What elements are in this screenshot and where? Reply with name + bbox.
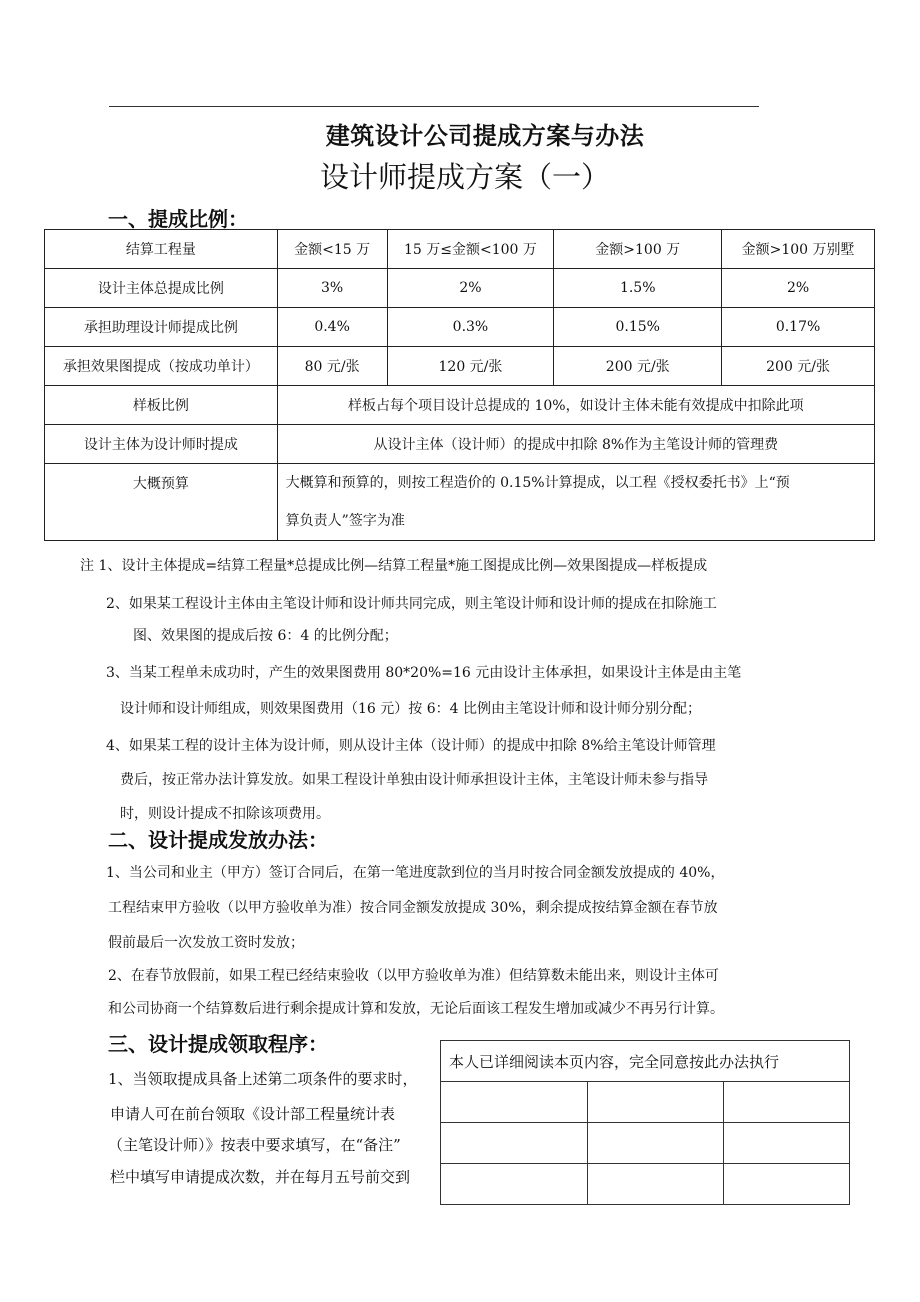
paragraph-line: 假前最后一次发放工资时发放； (108, 935, 304, 951)
signature-field[interactable] (587, 1164, 724, 1205)
table-header-cell: 15 万≤金额<100 万 (387, 230, 554, 269)
document-title: 建筑设计公司提成方案与办法 (325, 122, 645, 150)
table-header-row (45, 230, 875, 269)
table-header-cell: 金额<15 万 (277, 230, 387, 269)
note-line: 3、当某工程单未成功时，产生的效果图费用 80*20%=16 元由设计主体承担，如果设计主体是由主笔 (106, 665, 742, 681)
table-cell: 200 元/张 (554, 347, 722, 386)
row-label: 设计主体为设计师时提成 (45, 425, 278, 464)
paragraph-line: 和公司协商一个结算数后进行剩余提成计算和发放，无论后面该工程发生增加或减少不再另行计算。 (108, 1001, 724, 1017)
row-label: 样板比例 (45, 386, 278, 425)
note-line: 设计师和设计师组成，则效果图费用（16 元）按 6：4 比例由主笔设计师和设计师分别分配； (120, 701, 701, 717)
merged-cell-line: 大概算和预算的，则按工程造价的 0.15%计算提成，以工程《授权委托书》上“预 (285, 475, 790, 491)
table-cell: 2% (722, 269, 875, 308)
paragraph-line: （主笔设计师）》按表中要求填写，在“备注” (108, 1136, 401, 1154)
row-label: 承担效果图提成（按成功单计） (45, 347, 278, 386)
table-cell: 3% (277, 269, 387, 308)
signature-field[interactable] (724, 1082, 850, 1123)
table-row (45, 308, 875, 347)
table-row-sample-ratio (45, 386, 875, 425)
section3-heading: 三、设计提成领取程序： (108, 1032, 328, 1056)
merged-cell: 样板占每个项目设计总提成的 10%，如设计主体未能有效提成中扣除此项 (277, 386, 874, 425)
table-row (45, 269, 875, 308)
table-cell: 0.3% (387, 308, 554, 347)
signature-field[interactable] (441, 1082, 588, 1123)
note-line: 注 1、设计主体提成=结算工程量*总提成比例—结算工程量*施工图提成比例—效果图提成—样板提成 (80, 558, 708, 574)
table-row-designer-commission (45, 425, 875, 464)
note-line: 图、效果图的提成后按 6：4 的比例分配； (133, 628, 398, 644)
table-cell: 200 元/张 (722, 347, 875, 386)
note-line: 4、如果某工程的设计主体为设计师，则从设计主体（设计师）的提成中扣除 8%给主笔设计师管理 (106, 738, 716, 754)
row-label: 大概预算 (45, 464, 278, 541)
signature-field[interactable] (724, 1123, 850, 1164)
paragraph-line: 2、在春节放假前，如果工程已经结束验收（以甲方验收单为准）但结算数未能出来，则设计主体可 (108, 968, 719, 984)
header-rule (109, 106, 759, 107)
table-cell: 0.4% (277, 308, 387, 347)
merged-cell-line: 算负责人”签字为准 (285, 513, 405, 529)
signature-box (440, 1040, 850, 1205)
note-line: 时，则设计提成不扣除该项费用。 (120, 806, 330, 822)
table-header-cell: 金额>100 万 (554, 230, 722, 269)
paragraph-line: 栏中填写申请提成次数，并在每月五号前交到 (110, 1168, 411, 1186)
row-label: 设计主体总提成比例 (45, 269, 278, 308)
table-cell: 0.17% (722, 308, 875, 347)
table-cell: 1.5% (554, 269, 722, 308)
paragraph-line: 1、当公司和业主（甲方）签订合同后，在第一笔进度款到位的当月时按合同金额发放提成的 40%， (106, 865, 725, 881)
table-cell: 80 元/张 (277, 347, 387, 386)
table-row-rough-budget (45, 464, 875, 541)
document-subtitle: 设计师提成方案（一） (319, 160, 610, 194)
note-line: 2、如果某工程设计主体由主笔设计师和设计师共同完成，则主笔设计师和设计师的提成在扣除施工 (106, 596, 717, 612)
signature-field[interactable] (587, 1123, 724, 1164)
table-cell: 120 元/张 (387, 347, 554, 386)
table-cell: 0.15% (554, 308, 722, 347)
note-line: 费后，按正常办法计算发放。如果工程设计单独由设计师承担设计主体，主笔设计师未参与指导 (120, 772, 708, 788)
merged-cell (277, 464, 874, 541)
commission-table (44, 229, 875, 541)
table-row (45, 347, 875, 386)
paragraph-line: 1、当领取提成具备上述第二项条件的要求时， (108, 1070, 418, 1088)
signature-field[interactable] (587, 1082, 724, 1123)
signature-field[interactable] (724, 1164, 850, 1205)
row-label: 承担助理设计师提成比例 (45, 308, 278, 347)
table-header-cell: 结算工程量 (45, 230, 278, 269)
table-cell: 2% (387, 269, 554, 308)
signature-box-header: 本人已详细阅读本页内容，完全同意按此办法执行 (441, 1041, 850, 1082)
section2-heading: 二、设计提成发放办法： (108, 828, 328, 852)
merged-cell: 从设计主体（设计师）的提成中扣除 8%作为主笔设计师的管理费 (277, 425, 874, 464)
section1-heading: 一、提成比例： (108, 207, 248, 231)
paragraph-line: 申请人可在前台领取《设计部工程量统计表 (110, 1105, 396, 1123)
paragraph-line: 工程结束甲方验收（以甲方验收单为准）按合同金额发放提成 30%，剩余提成按结算金额在春节放 (108, 900, 718, 916)
signature-field[interactable] (441, 1164, 588, 1205)
table-header-cell: 金额>100 万别墅 (722, 230, 875, 269)
signature-field[interactable] (441, 1123, 588, 1164)
